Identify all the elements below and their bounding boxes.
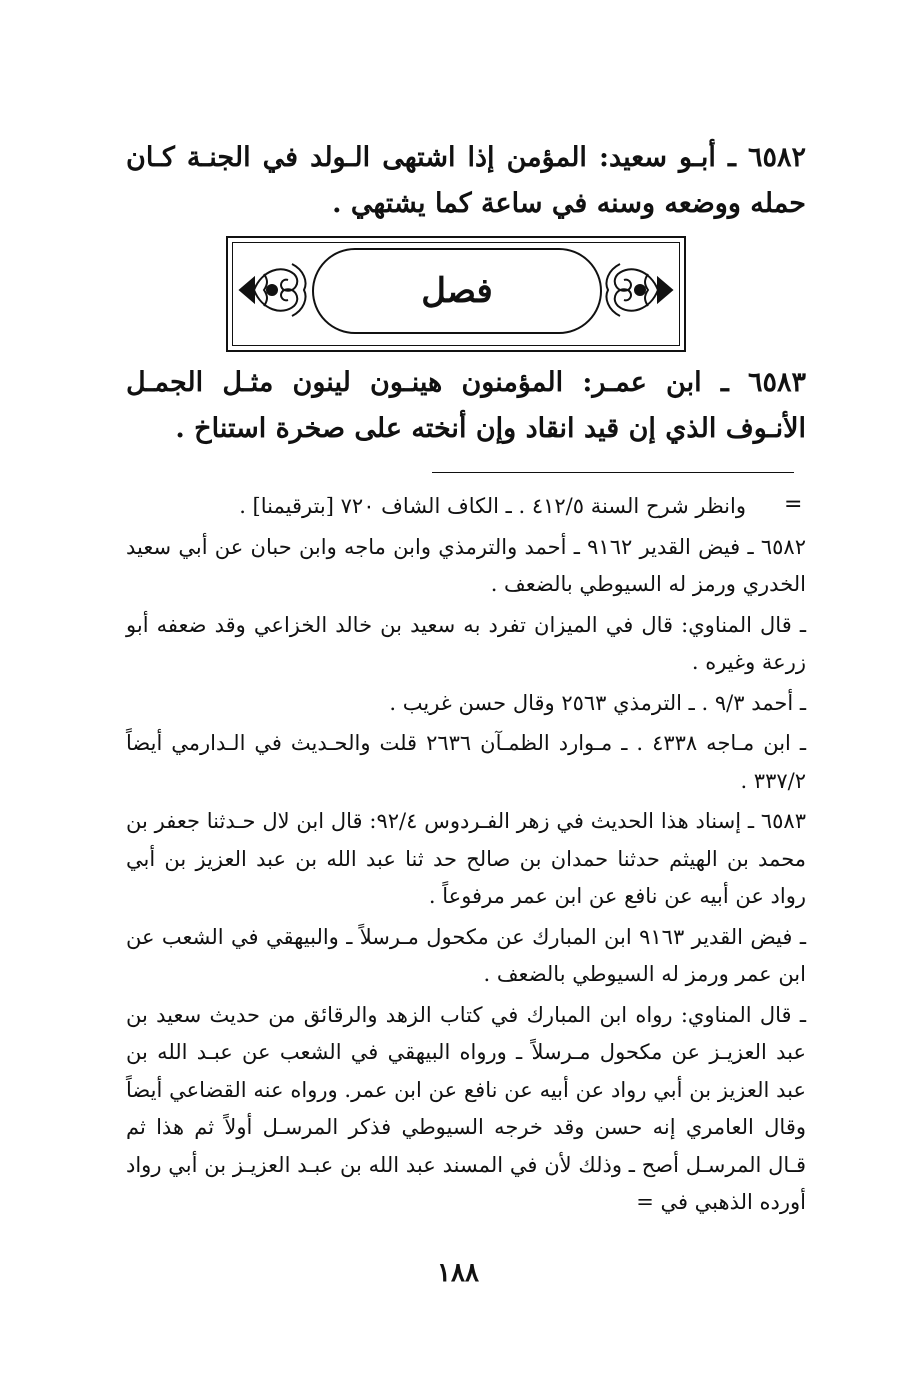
floral-arabesque-icon xyxy=(232,250,312,330)
page-number: ١٨٨ xyxy=(437,1258,479,1288)
footnote-6582-more-refs: ـ ابن مـاجه ٤٣٣٨ . ـ مـوارد الظمـآن ٢٦٣٦ قلت والحـديث في الـدارمي أيضاً ٣٣٧/٢ . xyxy=(126,731,807,793)
footnote-6583-isnad: ٦٥٨٣ ـ إسناد هذا الحديث في زهر الفـردوس ٩٢/٤: قال ابن لال حـدثنا جعفر بن محمد بن الهيثم حدثنا حمدان بن صالح حد ثنا عبد الله بن عبد العزيز بن أبي رواد عن أبيه عن نافع عن ابن عمر مرفوعاً . xyxy=(126,809,806,908)
section-banner xyxy=(226,236,686,352)
footnote-continuation: وانظر شرح السنة ٤١٢/٥ . ـ الكاف الشاف ٧٢٠ [بترقيمنا] . xyxy=(239,494,746,518)
continuation-mark: = xyxy=(784,492,803,517)
footnote-6582-refs: ـ أحمد ٩/٣ . ـ الترمذي ٢٥٦٣ وقال حسن غريب . xyxy=(389,690,806,715)
hadith-entry-6583: ٦٥٨٣ ـ ابن عمـر: المؤمنون هينـون لينون مثـل الجمـل الأنـوف الذي إن قيد انقاد وإن أنخته على صخرة استناخ . xyxy=(126,367,806,444)
footnote-divider xyxy=(432,472,794,473)
floral-arabesque-icon xyxy=(600,250,680,330)
hadith-entry-6582: ٦٥٨٢ ـ أبـو سعيد: المؤمن إذا اشتهى الـولد في الجنـة كـان حمله ووضعه وسنه في ساعة كما يشتهي . xyxy=(126,142,806,219)
footnote-6583-sources: ـ فيض القدير ٩١٦٣ ابن المبارك عن مكحول مـرسلاً ـ والبيهقي في الشعب عن ابن عمر ورمز له السيوطي بالضعف . xyxy=(126,924,806,986)
footnote-6582-sources: ٦٥٨٢ ـ فيض القدير ٩١٦٢ ـ أحمد والترمذي وابن ماجه وابن حبان عن أبي سعيد الخدري ورمز له السيوطي بالضعف . xyxy=(126,534,806,596)
footnotes-block xyxy=(126,488,806,1225)
footnote-6583-munawi: ـ قال المناوي: رواه ابن المبارك في كتاب الزهد والرقائق من حديث سعيد بن عبد العزيـز عن مكحول مـرسلاً ـ ورواه البيهقي في الشعب عن عبـد الله بن عبد العزيز بن أبي رواد عن أبيه عن نافع عن ابن عمر. ورواه عنه القضاعي أيضاً وقال العامري إنه حسن وقد خرجه السيوطي فذكر المرسـل أولاً ثم هذا ثم قـال المرسـل أصح ـ وذلك لأن في المسند عبد الله بن عبـد العزيـز بن أبي رواد أورده الذهبي في = xyxy=(126,1002,806,1214)
section-title: فصل xyxy=(421,271,493,311)
footnote-6582-munawi: ـ قال المناوي: قال في الميزان تفرد به سعيد بن خالد الخزاعي وقد ضعفه أبو زرعة وغيره . xyxy=(126,612,806,674)
